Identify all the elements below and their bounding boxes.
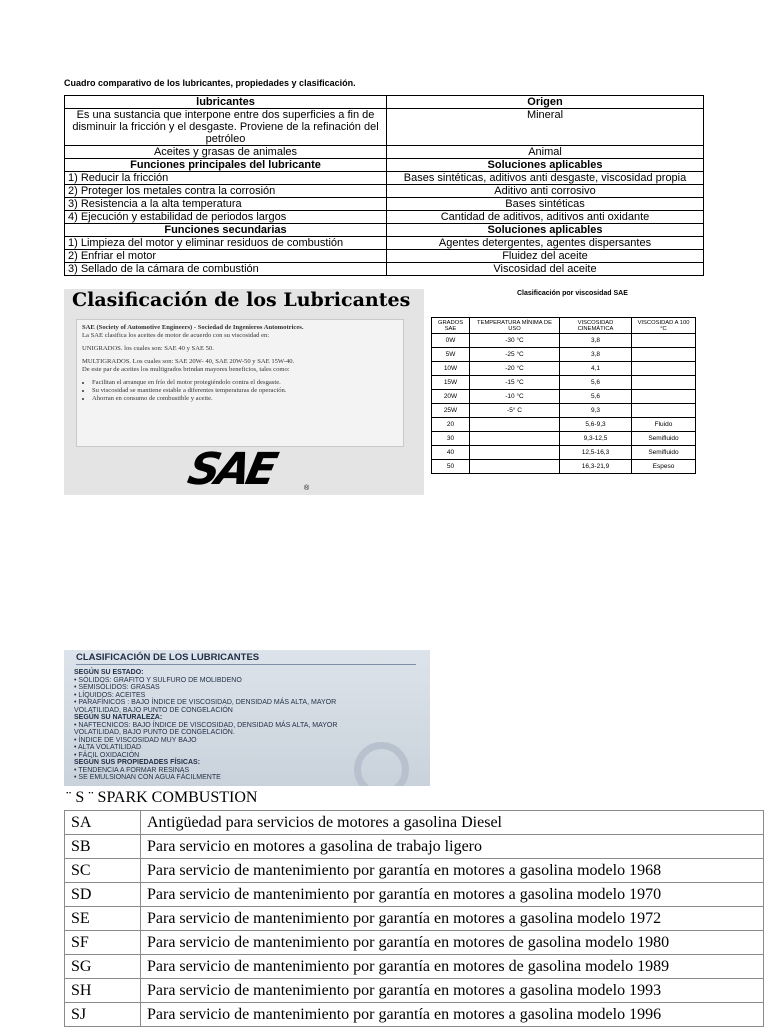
sae-header-cell: VISCOSIDAD A 100 °C	[632, 318, 696, 334]
sae-cell: -10 °C	[470, 390, 560, 404]
header-row-cell: lubricantes	[65, 96, 387, 109]
secondary-function-row-cell: 3) Sellado de la cámara de combustión	[65, 263, 387, 276]
types-list-item: • LÍQUIDOS: ACEITES	[74, 691, 146, 699]
sae-cell	[632, 334, 696, 348]
sae-cell: 5W	[432, 348, 470, 362]
multigrados-benefits: De este par de aceites los multigrados brindan mayores beneficios, tales como:	[82, 366, 290, 373]
sae-cell: 5,6	[560, 390, 632, 404]
types-list-item: • SEMISÓLIDOS: GRASAS	[74, 684, 160, 691]
api-category-row	[65, 883, 764, 907]
sae-viscosity-table	[431, 317, 696, 474]
types-list-item: • PARAFÍNICOS : BAJO ÍNDICE DE VISCOSIDAD, DENSIDAD MÁS ALTA, MAYOR	[74, 699, 337, 706]
sae-grade-row	[432, 376, 696, 390]
origin-row-cell: Mineral	[387, 109, 704, 146]
main-function-row	[65, 185, 704, 198]
sae-cell: 40	[432, 446, 470, 460]
sae-cell: 15W	[432, 376, 470, 390]
sae-cell: 4,1	[560, 362, 632, 376]
sae-cell: 16,3-21,9	[560, 460, 632, 474]
api-category-code: SJ	[65, 1003, 141, 1027]
sae-cell: 9,3-12,5	[560, 432, 632, 446]
sae-header-cell: GRADOS SAE	[432, 318, 470, 334]
comparison-table	[64, 95, 704, 276]
sae-grade-row	[432, 418, 696, 432]
secondary-functions-header	[65, 224, 704, 237]
secondary-function-row	[65, 250, 704, 263]
types-section-heading: SEGÚN SU NATURALEZA:	[74, 714, 163, 721]
sae-grade-row	[432, 348, 696, 362]
sae-header-row	[432, 318, 696, 334]
main-function-row-cell: 4) Ejecución y estabilidad de periodos largos	[65, 211, 387, 224]
main-functions-header	[65, 159, 704, 172]
main-function-row-cell: Bases sintéticas, aditivos anti desgaste, viscosidad propia	[387, 172, 704, 185]
api-category-row	[65, 979, 764, 1003]
sae-cell	[632, 390, 696, 404]
secondary-function-row-cell: Agentes detergentes, agentes dispersantes	[387, 237, 704, 250]
benefit-item: • Facilitan el arranque en frío del motor protegiéndolo contra el desgaste.	[92, 379, 398, 387]
main-function-row-cell: 2) Proteger los metales contra la corrosión	[65, 185, 387, 198]
sae-cell	[470, 460, 560, 474]
main-function-row-cell: Cantidad de aditivos, aditivos anti oxidante	[387, 211, 704, 224]
api-category-description: Para servicio de mantenimiento por garantía en motores a gasolina modelo 1970	[141, 883, 764, 907]
api-category-row	[65, 859, 764, 883]
sae-cell: -15 °C	[470, 376, 560, 390]
secondary-function-row-cell: 1) Limpieza del motor y eliminar residuos de combustión	[65, 237, 387, 250]
sae-cell: 50	[432, 460, 470, 474]
sae-grade-row	[432, 362, 696, 376]
sae-cell: 20W	[432, 390, 470, 404]
multigrados-text: MULTIGRADOS. Los cuales son: SAE 20W- 40, SAE 20W-50 y SAE 15W-40.	[82, 358, 295, 365]
benefit-item: • Su viscosidad se mantiene estable a diferentes temperaturas de operación.	[92, 387, 398, 395]
unigrados-text: UNIGRADOS. los cuales son: SAE 40 y SAE 50.	[82, 345, 214, 352]
sae-cell: 20	[432, 418, 470, 432]
api-category-code: SC	[65, 859, 141, 883]
sae-cell: Fluido	[632, 418, 696, 432]
benefit-list	[92, 379, 398, 403]
sae-cell: 3,8	[560, 334, 632, 348]
sae-cell: 5,6	[560, 376, 632, 390]
sae-cell: -5° C	[470, 404, 560, 418]
sae-intro-bold: SAE (Society of Automotive Engineers) - Sociedad de Ingenieros Automotrices.	[82, 324, 304, 331]
types-list-item: • TENDENCIA A FORMAR RESINAS	[74, 766, 190, 774]
sae-cell: -30 °C	[470, 334, 560, 348]
api-category-row	[65, 811, 764, 835]
sae-cell	[470, 418, 560, 432]
sae-cell: 5,6-9,3	[560, 418, 632, 432]
sae-cell	[632, 376, 696, 390]
origin-row	[65, 109, 704, 146]
api-category-code: SG	[65, 955, 141, 979]
types-title: CLASIFICACIÓN DE LOS LUBRICANTES	[76, 652, 260, 663]
types-section-heading: SEGÚN SUS PROPIEDADES FÍSICAS:	[74, 759, 201, 766]
api-category-code: SD	[65, 883, 141, 907]
api-category-row	[65, 955, 764, 979]
types-list-item: • NAFTECNICOS: BAJO ÍNDICE DE VISCOSIDAD, DENSIDAD MÁS ALTA, MAYOR	[74, 721, 338, 729]
title-divider	[76, 664, 416, 665]
lubricant-types-slide	[64, 650, 430, 786]
main-function-row-cell: 3) Resistencia a la alta temperatura	[65, 198, 387, 211]
types-list-item: • ALTA VOLATILIDAD	[74, 744, 142, 751]
sae-cell	[632, 348, 696, 362]
types-list	[74, 669, 424, 782]
secondary-function-row-cell: Fluidez del aceite	[387, 250, 704, 263]
api-category-description: Para servicio en motores a gasolina de trabajo ligero	[141, 835, 764, 859]
sae-cell: Espeso	[632, 460, 696, 474]
api-category-description: Para servicio de mantenimiento por garantía en motores a gasolina modelo 1972	[141, 907, 764, 931]
api-category-code: SA	[65, 811, 141, 835]
api-category-description: Antigüedad para servicios de motores a gasolina Diesel	[141, 811, 764, 835]
origin-row-cell: Aceites y grasas de animales	[65, 146, 387, 159]
sae-intro: La SAE clasifica los aceites de motor de acuerdo con su viscosidad en:	[82, 332, 270, 339]
origin-row-cell: Animal	[387, 146, 704, 159]
api-category-description: Para servicio de mantenimiento por garantía en motores de gasolina modelo 1989	[141, 955, 764, 979]
slide-title: Clasificación de los Lubricantes	[72, 289, 411, 311]
main-function-row	[65, 172, 704, 185]
sae-header-cell: TEMPERATURA MÍNIMA DE USO	[470, 318, 560, 334]
api-category-row	[65, 835, 764, 859]
sae-cell: -20 °C	[470, 362, 560, 376]
secondary-function-row-cell: 2) Enfriar el motor	[65, 250, 387, 263]
api-category-description: Para servicio de mantenimiento por garantía en motores a gasolina modelo 1993	[141, 979, 764, 1003]
main-function-row-cell: Bases sintéticas	[387, 198, 704, 211]
api-category-description: Para servicio de mantenimiento por garantía en motores de gasolina modelo 1980	[141, 931, 764, 955]
lubricant-classification-slide	[64, 289, 424, 495]
sae-cell: 3,8	[560, 348, 632, 362]
sae-cell: Semifluido	[632, 432, 696, 446]
types-list-item: • SÓLIDOS: GRAFITO Y SULFURO DE MOLIBDENO	[74, 676, 242, 684]
types-list-item: VOLATILIDAD, BAJO PUNTO DE CONGELACIÓN.	[74, 729, 235, 736]
secondary-functions-header-cell: Soluciones aplicables	[387, 224, 704, 237]
sae-info-box	[76, 319, 404, 447]
secondary-function-row	[65, 237, 704, 250]
sae-cell: Semifluido	[632, 446, 696, 460]
document-caption: Cuadro comparativo de los lubricantes, propiedades y clasificación.	[64, 78, 356, 88]
main-function-row-cell: 1) Reducir la fricción	[65, 172, 387, 185]
main-function-row-cell: Aditivo anti corrosivo	[387, 185, 704, 198]
sae-grade-row	[432, 432, 696, 446]
sae-logo: SAE	[183, 444, 279, 495]
types-list-item: • ÍNDICE DE VISCOSIDAD MUY BAJO	[74, 736, 197, 744]
sae-grade-row	[432, 460, 696, 474]
sae-cell	[632, 404, 696, 418]
sae-cell: 25W	[432, 404, 470, 418]
api-category-code: SF	[65, 931, 141, 955]
api-category-description: Para servicio de mantenimiento por garantía en motores a gasolina modelo 1996	[141, 1003, 764, 1027]
sae-grade-row	[432, 390, 696, 404]
sae-grade-row	[432, 404, 696, 418]
api-category-row	[65, 931, 764, 955]
api-service-table	[64, 810, 764, 1027]
types-list-item: • FÁCIL OXIDACIÓN	[74, 751, 140, 759]
sae-cell	[470, 432, 560, 446]
sae-cell: 30	[432, 432, 470, 446]
main-functions-header-cell: Funciones principales del lubricante	[65, 159, 387, 172]
spark-heading: ¨ S ¨ SPARK COMBUSTION	[66, 789, 258, 806]
secondary-functions-header-cell: Funciones secundarias	[65, 224, 387, 237]
sae-cell: -25 °C	[470, 348, 560, 362]
secondary-function-row	[65, 263, 704, 276]
api-category-row	[65, 1003, 764, 1027]
origin-row	[65, 146, 704, 159]
sae-cell: 10W	[432, 362, 470, 376]
main-functions-header-cell: Soluciones aplicables	[387, 159, 704, 172]
types-list-item: • SE EMULSIONAN CON AGUA FÁCILMENTE	[74, 774, 221, 781]
origin-row-cell: Es una sustancia que interpone entre dos superficies a fin de disminuir la fricción y el desgaste. Proviene de la refinación del petróleo	[65, 109, 387, 146]
registered-mark: ®	[304, 485, 310, 492]
sae-cell	[632, 362, 696, 376]
api-category-row	[65, 907, 764, 931]
api-category-description: Para servicio de mantenimiento por garantía en motores a gasolina modelo 1968	[141, 859, 764, 883]
sae-header-cell: VISCOSIDAD CINEMÁTICA	[560, 318, 632, 334]
sae-grade-row	[432, 446, 696, 460]
sae-cell	[470, 446, 560, 460]
api-category-code: SB	[65, 835, 141, 859]
types-section-heading: SEGÚN SU ESTADO:	[74, 669, 144, 676]
sae-grade-row	[432, 334, 696, 348]
sae-cell: 0W	[432, 334, 470, 348]
benefit-item: • Ahorran en consumo de combustible y aceite.	[92, 395, 398, 403]
sae-cell: 9,3	[560, 404, 632, 418]
header-row-cell: Origen	[387, 96, 704, 109]
main-function-row	[65, 211, 704, 224]
header-row	[65, 96, 704, 109]
sae-table-title: Clasificación por viscosidad SAE	[517, 290, 628, 297]
secondary-function-row-cell: Viscosidad del aceite	[387, 263, 704, 276]
api-category-code: SE	[65, 907, 141, 931]
types-list-item: VOLATILIDAD, BAJO PUNTO DE CONGELACIÓN	[74, 706, 233, 714]
api-category-code: SH	[65, 979, 141, 1003]
sae-cell: 12,5-16,3	[560, 446, 632, 460]
main-function-row	[65, 198, 704, 211]
